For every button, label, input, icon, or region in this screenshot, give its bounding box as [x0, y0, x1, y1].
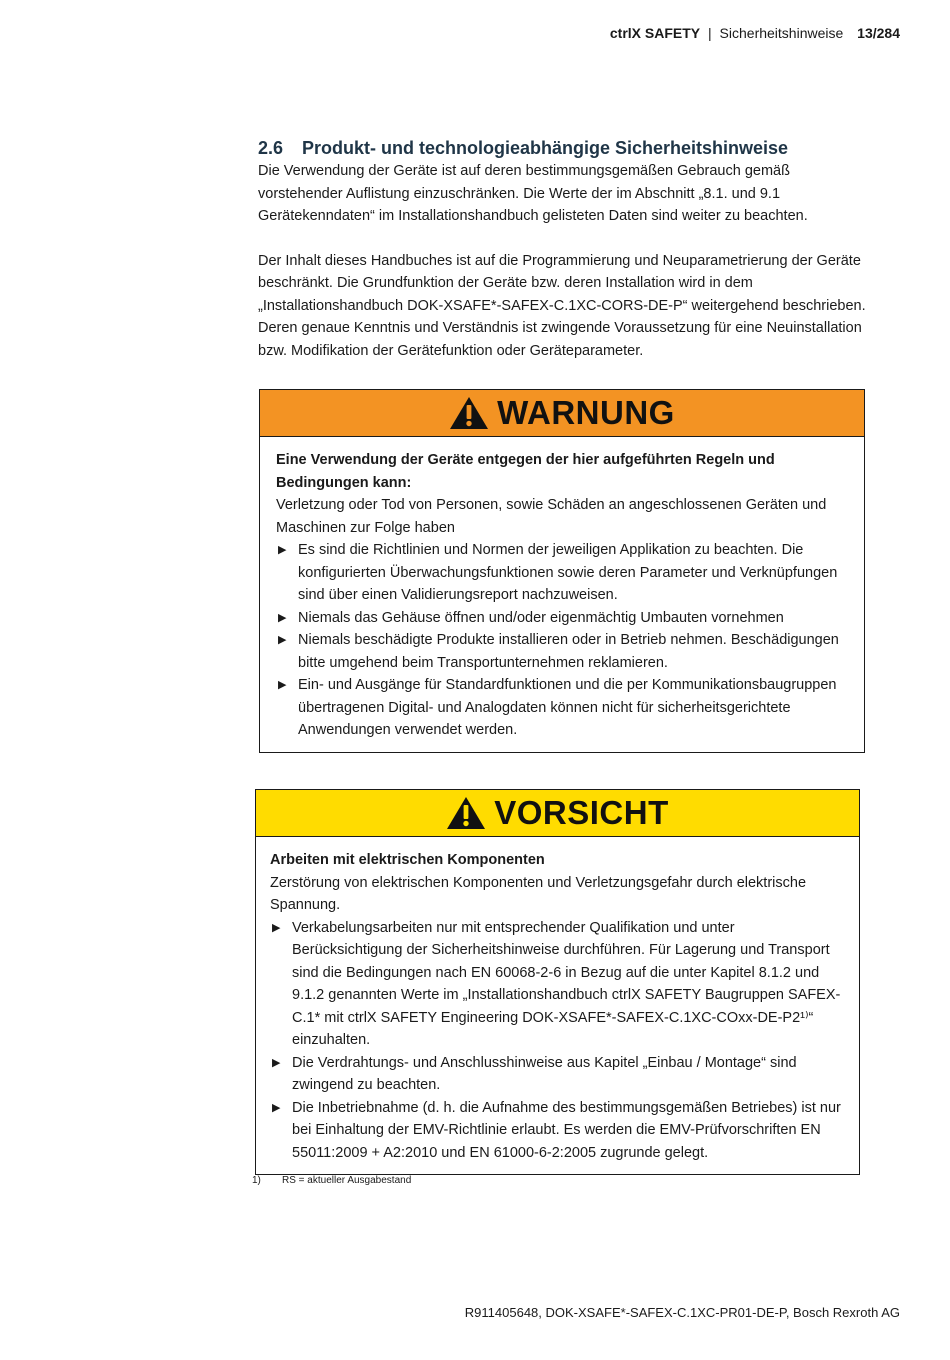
- warning-body: [260, 437, 864, 752]
- running-header: [610, 25, 900, 41]
- list-item: [270, 1052, 843, 1097]
- footnote: [252, 1175, 411, 1186]
- section-number: 2.6: [258, 138, 284, 158]
- footnote-text: RS = aktueller Ausgabestand: [282, 1175, 412, 1186]
- list-item-text: Es sind die Richtlinien und Normen der jeweiligen Applikation zu beachten. Die konfigurierten Überwachungsfunktionen sowie deren Parameter und Verknüpfungen sind über einen Validierungsreport nachzuweisen.: [298, 542, 838, 603]
- caution-body: [256, 837, 859, 1174]
- warning-box: [259, 389, 865, 753]
- bullet-icon: ▶: [278, 634, 287, 646]
- list-item: [276, 629, 848, 674]
- header-chapter: Sicherheitshinweise: [719, 25, 844, 41]
- list-item: [276, 607, 848, 630]
- warning-lead: Eine Verwendung der Geräte entgegen der hier aufgeführten Regeln und Bedingungen kann:: [276, 452, 775, 491]
- caution-box: [255, 789, 860, 1175]
- warning-banner: [260, 390, 864, 437]
- footnote-mark: 1): [252, 1175, 261, 1186]
- section-content: [258, 136, 868, 362]
- caution-banner: [256, 790, 859, 837]
- warning-list: [276, 539, 848, 742]
- list-item-text: Ein- und Ausgänge für Standardfunktionen und die per Kommunikationsbaugruppen übertragenen Digital- und Analogdaten können nicht für sicherheitsgerichtete Anwendungen verwendet werden.: [298, 677, 837, 738]
- warning-triangle-icon: [446, 796, 486, 830]
- bullet-icon: ▶: [272, 1056, 281, 1069]
- list-item-text: Niemals beschädigte Produkte installieren oder in Betrieb nehmen. Beschädigungen bitte umgehend beim Transportunternehmen reklamieren.: [298, 632, 839, 671]
- list-item-text: Die Inbetriebnahme (d. h. die Aufnahme des bestimmungsgemäßen Betriebes) ist nur bei Einhaltung der EMV-Richtlinie erlaubt. Es werden die EMV-Prüfvorschriften EN 55011:2009 + A2:2010 und EN 61000-6-2:2005 zugrunde gelegt.: [292, 1099, 841, 1161]
- page-number: 13/284: [857, 25, 900, 41]
- list-item-text: Die Verdrahtungs- und Anschlusshinweise aus Kapitel „Einbau / Montage“ sind zwingend zu beachten.: [292, 1054, 797, 1093]
- warning-consequence: Verletzung oder Tod von Personen, sowie Schäden an angeschlossenen Geräten und Maschinen zur Folge haben: [276, 497, 827, 536]
- bullet-icon: ▶: [278, 679, 287, 691]
- list-item: [270, 917, 843, 1052]
- caution-list: [270, 917, 843, 1165]
- warning-title: WARNUNG: [497, 394, 675, 431]
- paragraph: Der Inhalt dieses Handbuches ist auf die Programmierung und Neuparametrierung der Geräte beschränkt. Die Grundfunktion der Geräte bzw. deren Installation wird in dem „Installationshandbuch DOK-XSAFE*-SAFEX-C.1XC-CORS-DE-P“ weitergehend beschrieben. Deren genaue Kenntnis und Verständnis ist zwingende Voraussetzung für eine Neuinstallation bzw. Modifikation der Gerätefunktion oder Geräteparameter.: [258, 252, 866, 359]
- section-heading: [258, 136, 868, 160]
- caution-title: VORSICHT: [494, 794, 669, 831]
- bullet-icon: ▶: [278, 611, 287, 624]
- list-item: [276, 539, 848, 607]
- list-item: [270, 1097, 843, 1165]
- paragraph: Die Verwendung der Geräte ist auf deren bestimmungsgemäßen Gebrauch gemäß vorstehender Auflistung einzuschränken. Die Werte der im Abschnitt „8.1. und 9.1 Gerätekenndaten“ im Installationshandbuch gelisteten Daten sind weiter zu beachten.: [258, 163, 808, 224]
- caution-consequence: Zerstörung von elektrischen Komponenten und Verletzungsgefahr durch elektrische Spannung.: [270, 874, 807, 913]
- header-brand: ctrlX SAFETY: [609, 25, 701, 41]
- list-item: [276, 674, 848, 742]
- caution-lead: Arbeiten mit elektrischen Komponenten: [270, 852, 545, 868]
- section-title: Produkt- und technologieabhängige Sicherheitshinweise: [302, 138, 789, 158]
- header-separator: |: [708, 25, 712, 41]
- warning-triangle-icon: [449, 396, 489, 430]
- running-footer: R911405648, DOK-XSAFE*-SAFEX-C.1XC-PR01-DE-P, Bosch Rexroth AG: [464, 1305, 900, 1320]
- list-item-text: Verkabelungsarbeiten nur mit entsprechender Qualifikation und unter Berücksichtigung der Sicherheitshinweise durchführen. Für Lagerung und Transport sind die Bedingungen nach EN 60068-2-6 in Bezug auf die unter Kapitel 8.1.2 und 9.1.2 genannten Werte im „Installationshandbuch ctrlX SAFETY Baugruppen SAFEX-C.1* mit ctrlX SAFETY Engineering DOK-XSAFE*-SAFEX-C.1XC-COxx-DE-P2¹⁾“ einzuhalten.: [292, 919, 841, 1048]
- bullet-icon: ▶: [272, 1101, 281, 1114]
- bullet-icon: ▶: [278, 544, 287, 556]
- list-item-text: Niemals das Gehäuse öffnen und/oder eigenmächtig Umbauten vornehmen: [298, 609, 784, 626]
- bullet-icon: ▶: [272, 921, 281, 934]
